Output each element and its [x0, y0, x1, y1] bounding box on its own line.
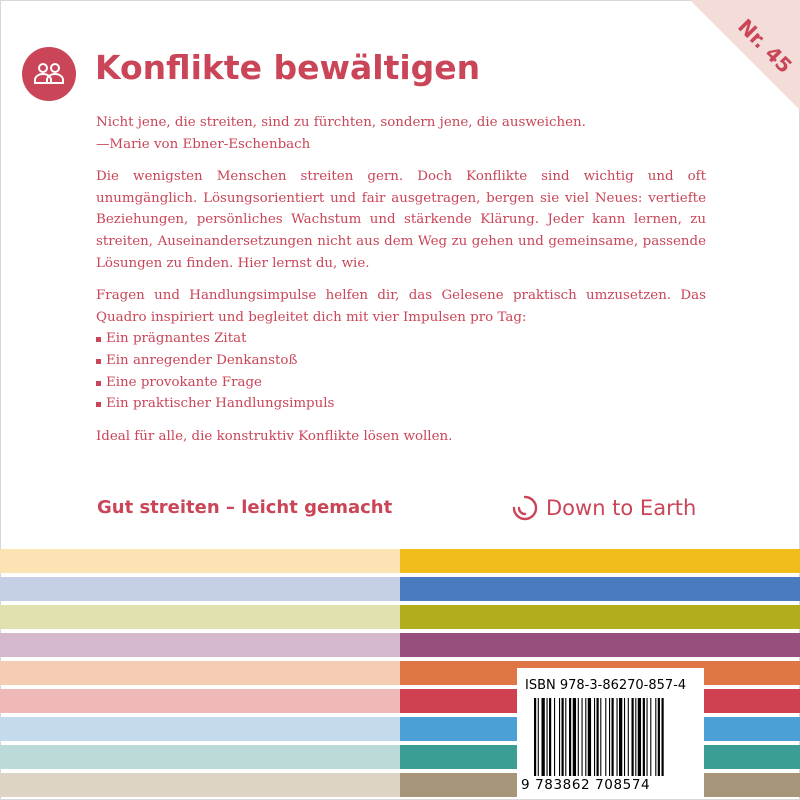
list-item: Eine provokante Frage — [96, 372, 706, 394]
stripe-light — [0, 605, 400, 629]
barcode-icon — [534, 698, 694, 778]
color-stripe — [0, 577, 800, 601]
stripe-light — [0, 549, 400, 573]
book-title: Konflikte bewältigen — [95, 48, 481, 87]
closing-line: Ideal für alle, die konstruktiv Konflikte lösen wollen. — [96, 428, 453, 444]
features-intro: Fragen und Handlungsimpulse helfen dir, das Gelesene praktisch umzusetzen. Das Quadro inspiriert und begleitet dich mit vier Impulsen pro Tag: — [96, 288, 706, 325]
stripe-light — [0, 717, 400, 741]
quote-text: Nicht jene, die streiten, sind zu fürchten, sondern jene, die ausweichen. — [96, 115, 586, 130]
stripe-light — [0, 577, 400, 601]
stripe-dark — [400, 605, 800, 629]
intro-paragraph: Die wenigsten Menschen streiten gern. Doch Konflikte sind wichtig und oft unumgänglich. Lösungsorientiert und fair ausgetragen, bergen sie viel Neues: vertiefte Beziehungen, persönliches Wachstum und stärkende Klärung. Jeder kann lernen, zu streiten, Auseinandersetzungen nicht aus dem Weg zu gehen und gemeinsame, passende Lösungen zu finden. Hier lernst du, wie. — [96, 169, 706, 271]
stripe-light — [0, 745, 400, 769]
barcode-number: 9 783862 708574 — [521, 777, 651, 793]
list-item: Ein prägnantes Zitat — [96, 328, 706, 350]
stripe-dark — [400, 577, 800, 601]
stripe-light — [0, 773, 400, 797]
quote — [96, 112, 706, 155]
publisher-swoosh-icon — [512, 495, 538, 521]
blurb — [96, 112, 706, 458]
publisher-name: Down to Earth — [546, 496, 697, 520]
stripe-light — [0, 689, 400, 713]
isbn-label: ISBN 978-3-86270-857-4 — [525, 678, 687, 693]
barcode-area — [517, 668, 704, 798]
color-stripe — [0, 605, 800, 629]
stripe-light — [0, 633, 400, 657]
list-item: Ein anregender Denkanstoß — [96, 350, 706, 372]
stripe-dark — [400, 633, 800, 657]
two-people-icon — [33, 59, 65, 89]
stripe-light — [0, 661, 400, 685]
quote-author: —Marie von Ebner-Eschenbach — [96, 136, 311, 152]
color-stripe — [0, 549, 800, 573]
publisher-logo — [512, 495, 696, 521]
number-badge: Nr. 45 — [733, 14, 797, 78]
series-logo — [22, 47, 76, 101]
tagline: Gut streiten – leicht gemacht — [97, 497, 393, 518]
feature-list — [96, 328, 706, 414]
stripe-dark — [400, 549, 800, 573]
list-item: Ein praktischer Handlungsimpuls — [96, 393, 706, 415]
color-stripe — [0, 633, 800, 657]
features-block — [96, 285, 706, 328]
